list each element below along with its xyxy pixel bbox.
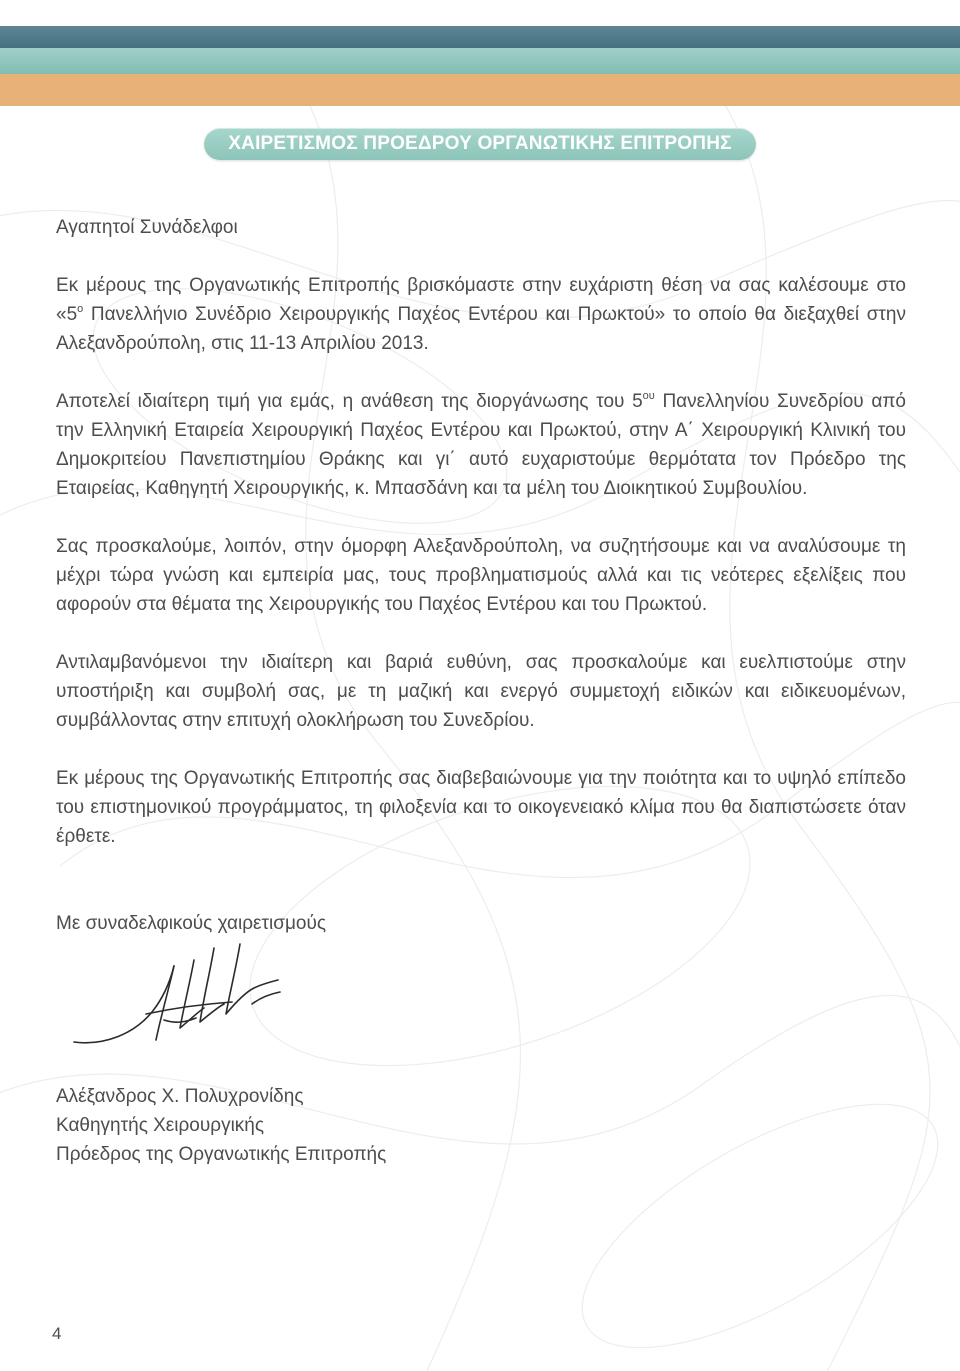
- header-top-margin: [0, 0, 960, 26]
- paragraph-honor-text-b: Πανελληνίου Συνεδρίου από την Ελληνική Εταιρεία Χειρουργική Παχέος Εντέρου και Πρωκτού, στην Α΄ Χειρουργική Κλινική του Δημοκριτείου Πανεπιστημίου Θράκης και γι΄ αυτό ευχαριστούμε θερμότατα τον Πρόεδρο της Εταιρείας, Καθηγητή Χειρουργικής, κ. Μπασδάνη και τα μέλη του Διοικητικού Συμβουλίου.: [56, 391, 907, 499]
- signer-position: Καθηγητής Χειρουργικής: [56, 1115, 265, 1136]
- paragraph-honor-text-a: Αποτελεί ιδιαίτερη τιμή για εμάς, η ανάθεση της διοργάνωσης του 5: [56, 391, 643, 412]
- letter-greeting: Αγαπητοί Συνάδελφοι: [56, 217, 238, 238]
- page-number: 4: [52, 1324, 62, 1343]
- ordinal-superscript: ο: [77, 303, 84, 315]
- paragraph-assurance: Εκ μέρους της Οργανωτικής Επιτροπής σας διαβεβαιώνουμε για την ποιότητα και το υψηλό επίπεδο του επιστημονικού προγράμματος, τη φιλοξενία και το οικογενειακό κλίμα που θα διαπιστώσετε όταν έρθετε.: [56, 768, 906, 847]
- paragraph-discussion: Σας προσκαλούμε, λοιπόν, στην όμορφη Αλεξανδρούπολη, να συζητήσουμε και να αναλύσουμε τη μέχρι τώρα γνώση και εμπειρία μας, τους προβληματισμούς αλλά και τις νεότερες εξελίξεις που αφορούν στα θέματα της Χειρουργικής του Παχέος Εντέρου και του Πρωκτού.: [56, 536, 906, 615]
- ordinal-superscript: ου: [642, 390, 655, 402]
- letter-body: [56, 213, 906, 1169]
- section-title: ΧΑΙΡΕΤΙΣΜΟΣ ΠΡΟΕΔΡΟΥ ΟΡΓΑΝΩΤΙΚΗΣ ΕΠΙΤΡΟΠΗΣ: [228, 133, 732, 154]
- header-band-orange: [0, 74, 960, 106]
- header-band-teal: [0, 48, 960, 74]
- signer-role: Πρόεδρος της Οργανωτικής Επιτροπής: [56, 1144, 387, 1165]
- paragraph-invitation: [56, 271, 906, 358]
- handwritten-signature: [64, 942, 304, 1062]
- signer-block: [56, 1082, 906, 1169]
- paragraph-honor: [56, 387, 906, 503]
- paragraph-invitation-text-b: Πανελλήνιο Συνέδριο Χειρουργικής Παχέος Εντέρου και Πρωκτού» το οποίο θα διεξαχθεί στην Αλεξανδρούπολη, στις 11-13 Απριλίου 2013.: [56, 304, 906, 354]
- section-title-banner: [204, 128, 756, 160]
- header-band-dark: [0, 26, 960, 48]
- closing-salutation: Με συναδελφικούς χαιρετισμούς: [56, 913, 327, 934]
- paragraph-responsibility: Αντιλαμβανόμενοι την ιδιαίτερη και βαριά ευθύνη, σας προσκαλούμε και ευελπιστούμε στην υποστήριξη και συμβολή σας, με τη μαζική και ενεργό συμμετοχή ειδικών και ειδικευομένων, συμβάλλοντας στην επιτυχή ολοκλήρωση του Συνεδρίου.: [56, 652, 906, 731]
- paragraph-invitation-text-a: Εκ μέρους της Οργανωτικής Επιτροπής βρισκόμαστε στην ευχάριστη θέση να σας καλέσουμε στο «5: [56, 275, 906, 325]
- signer-name: Αλέξανδρος Χ. Πολυχρονίδης: [56, 1086, 304, 1107]
